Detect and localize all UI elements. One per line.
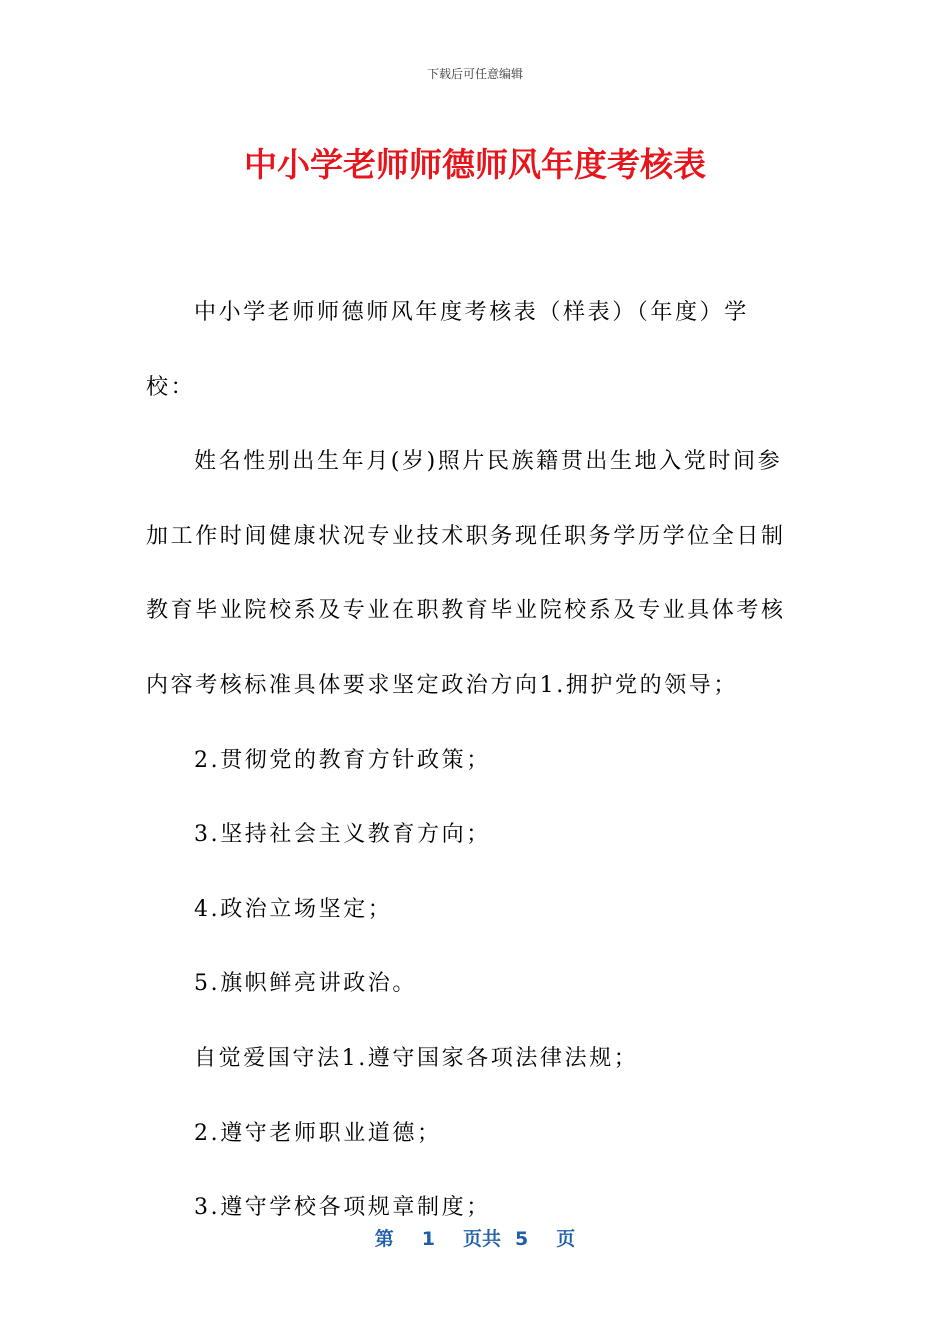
paragraph-item: 2.遵守老师职业道德； — [194, 1120, 442, 1146]
paragraph-item: 3.坚持社会主义教育方向； — [194, 822, 491, 848]
paragraph-intro: 中小学老师师德师风年度考核表（样表）（年度）学校： — [146, 300, 749, 400]
paragraph-section: 自觉爱国守法1.遵守国家各项法律法规； — [194, 1045, 639, 1071]
document-body — [146, 276, 796, 1246]
footer-label-end: 页 — [556, 1228, 576, 1250]
document-title: 中小学老师师德师风年度考核表 — [244, 145, 706, 184]
footer-total-pages: 5 — [515, 1228, 529, 1250]
footer-label-total: 页共 — [462, 1228, 501, 1250]
paragraph-item: 3.遵守学校各项规章制度； — [194, 1195, 491, 1221]
paragraph-item: 2.贯彻党的教育方针政策； — [194, 747, 491, 773]
paragraph-item: 4.政治立场坚定； — [194, 896, 393, 922]
footer-current-page: 1 — [421, 1228, 435, 1250]
page-footer — [0, 1226, 950, 1252]
header-note: 下载后可任意编辑 — [426, 67, 523, 81]
footer-label-page: 第 — [374, 1228, 394, 1250]
paragraph-item: 5.旗帜鲜亮讲政治。 — [194, 971, 417, 997]
paragraph-fields: 姓名性别出生年月(岁)照片民族籍贯出生地入党时间参加工作时间健康状况专业技术职务现任职务学历学位全日制教育毕业院校系及专业在职教育毕业院校系及专业具体考核内容考核标准具体要求坚定政治方向1.拥护党的领导； — [146, 449, 786, 698]
